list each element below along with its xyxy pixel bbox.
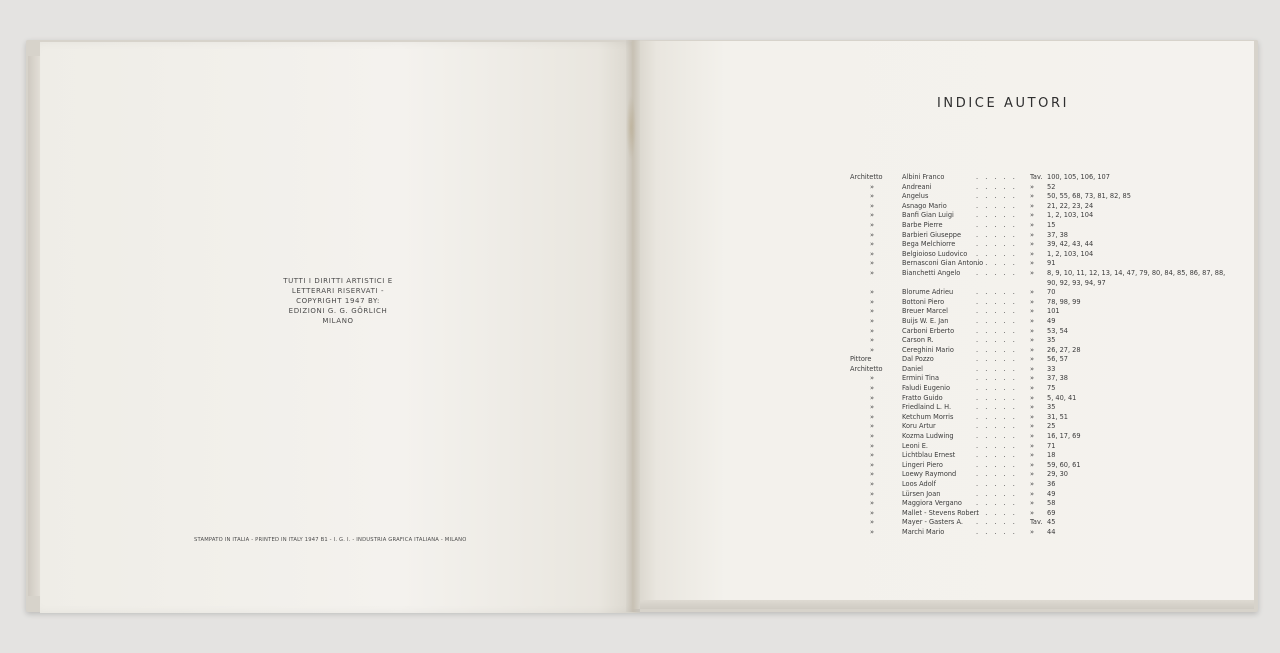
- entry-profession: »: [870, 345, 875, 354]
- entry-author-name: Bianchetti Angelo: [902, 268, 961, 277]
- entry-profession: »: [870, 470, 875, 479]
- index-entry: [850, 355, 1230, 365]
- entry-profession: »: [870, 297, 875, 306]
- entry-profession: »: [870, 230, 875, 239]
- entry-leader-dots: . . . . .: [976, 364, 1018, 373]
- entry-profession: »: [870, 288, 875, 297]
- entry-plate-ref: »: [1030, 470, 1035, 479]
- entry-profession: »: [870, 422, 875, 431]
- entry-plate-numbers: 1, 2, 103, 104: [1047, 249, 1094, 258]
- entry-plate-ref: »: [1030, 508, 1035, 517]
- entry-plate-ref: »: [1030, 527, 1035, 536]
- entry-author-name: Mallet - Stevens Robert: [902, 508, 979, 517]
- entry-author-name: Angelus: [902, 192, 929, 201]
- entry-author-name: Banfi Gian Luigi: [902, 211, 954, 220]
- entry-leader-dots: . . . . .: [976, 297, 1018, 306]
- entry-author-name: Barbe Pierre: [902, 220, 943, 229]
- entry-plate-numbers: 36: [1047, 480, 1056, 488]
- entry-profession: »: [870, 201, 875, 210]
- entry-plate-ref: »: [1030, 316, 1035, 325]
- entry-leader-dots: . . . . .: [976, 393, 1018, 402]
- entry-leader-dots: . . . . .: [976, 220, 1018, 229]
- entry-plate-numbers: 53, 54: [1047, 326, 1068, 335]
- entry-plate-ref: »: [1030, 307, 1035, 316]
- entry-plate-numbers: 101: [1047, 307, 1060, 316]
- entry-author-name: Barbieri Giuseppe: [902, 230, 962, 239]
- entry-plate-ref: »: [1030, 345, 1035, 354]
- entry-author-name: Buijs W. E. Jan: [902, 316, 949, 325]
- entry-plate-numbers: 16, 17, 69: [1047, 432, 1081, 441]
- index-entry: [850, 240, 1230, 250]
- gutter-stain: [626, 95, 636, 160]
- entry-author-name: Marchi Mario: [902, 527, 945, 536]
- entry-author-name: Bernasconi Gian Antonio: [902, 259, 984, 268]
- entry-leader-dots: . . . . .: [976, 288, 1018, 297]
- entry-profession: Architetto: [850, 173, 883, 181]
- entry-author-name: Lürsen Joan: [902, 489, 941, 498]
- left-page: [40, 42, 640, 613]
- entry-plate-ref: »: [1030, 336, 1035, 345]
- entry-plate-ref: »: [1030, 230, 1035, 239]
- entry-author-name: Mayer - Gasters A.: [902, 518, 963, 527]
- index-entry: [850, 490, 1230, 500]
- index-entry: [850, 317, 1230, 327]
- index-entry: [850, 298, 1230, 308]
- index-entry: [850, 374, 1230, 384]
- entry-plate-numbers: 100, 105, 106, 107: [1047, 173, 1110, 181]
- index-entry: [850, 183, 1230, 193]
- entry-profession: »: [870, 182, 875, 191]
- index-entry: [850, 470, 1230, 480]
- entry-leader-dots: . . . . .: [976, 230, 1018, 239]
- entry-author-name: Asnago Mario: [902, 201, 947, 210]
- entry-plate-ref: Tav.: [1030, 173, 1043, 181]
- page-block-edge: [640, 600, 1254, 609]
- entry-author-name: Faludi Eugenio: [902, 384, 950, 393]
- entry-plate-numbers: 1, 2, 103, 104: [1047, 211, 1094, 220]
- entry-leader-dots: . . . . .: [976, 403, 1018, 412]
- entry-profession: »: [870, 326, 875, 335]
- entry-profession: »: [870, 240, 875, 249]
- entry-plate-ref: »: [1030, 249, 1035, 258]
- entry-author-name: Kozma Ludwing: [902, 432, 954, 441]
- entry-profession: »: [870, 336, 875, 345]
- entry-author-name: Lichtblau Ernest: [902, 451, 956, 460]
- entry-leader-dots: . . . . .: [976, 259, 1018, 268]
- index-entry: [850, 413, 1230, 423]
- entry-leader-dots: . . . . .: [976, 460, 1018, 469]
- entry-plate-numbers: 25: [1047, 422, 1056, 431]
- entry-profession: »: [870, 307, 875, 316]
- entry-plate-numbers: 56, 57: [1047, 355, 1068, 364]
- entry-plate-ref: »: [1030, 412, 1035, 421]
- index-entry: [850, 346, 1230, 356]
- index-entry: [850, 327, 1230, 337]
- entry-plate-numbers: 5, 40, 41: [1047, 393, 1077, 402]
- entry-profession: »: [870, 489, 875, 498]
- entry-plate-ref: »: [1030, 192, 1035, 201]
- entry-leader-dots: . . . . .: [976, 441, 1018, 450]
- index-entry: [850, 288, 1230, 298]
- entry-plate-numbers: 31, 51: [1047, 412, 1068, 421]
- entry-plate-ref: »: [1030, 211, 1035, 220]
- entry-plate-numbers: 70: [1047, 288, 1056, 297]
- entry-profession: »: [870, 460, 875, 469]
- entry-author-name: Andreani: [902, 182, 932, 191]
- entry-plate-ref: »: [1030, 220, 1035, 229]
- entry-plate-numbers: 21, 22, 23, 24: [1047, 201, 1094, 210]
- entry-leader-dots: . . . . .: [976, 422, 1018, 431]
- entry-leader-dots: . . . . .: [976, 326, 1018, 335]
- entry-plate-ref: »: [1030, 451, 1035, 460]
- entry-leader-dots: . . . . .: [976, 527, 1018, 536]
- index-entry: [850, 259, 1230, 269]
- entry-profession: »: [870, 432, 875, 441]
- entry-leader-dots: . . . . .: [976, 201, 1018, 210]
- entry-author-name: Blorume Adrieu: [902, 288, 954, 297]
- index-entry: [850, 336, 1230, 346]
- index-entry: [850, 480, 1230, 490]
- entry-plate-ref: »: [1030, 355, 1035, 364]
- index-entry: [850, 403, 1230, 413]
- entry-plate-numbers: 91: [1047, 259, 1056, 268]
- entry-plate-numbers: 75: [1047, 384, 1056, 393]
- index-entry: [850, 365, 1230, 375]
- copyright-line: MILANO: [322, 317, 354, 325]
- entry-plate-numbers: 71: [1047, 441, 1056, 450]
- entry-plate-ref: »: [1030, 480, 1035, 488]
- entry-profession: »: [870, 508, 875, 517]
- entry-leader-dots: . . . . .: [976, 355, 1018, 364]
- entry-author-name: Loewy Raymond: [902, 470, 957, 479]
- index-entry: [850, 509, 1230, 519]
- index-entry: [850, 422, 1230, 432]
- entry-plate-ref: »: [1030, 441, 1035, 450]
- entry-plate-ref: »: [1030, 422, 1035, 431]
- entry-profession: »: [870, 499, 875, 508]
- entry-author-name: Ketchum Morris: [902, 412, 954, 421]
- entry-plate-ref: »: [1030, 364, 1035, 373]
- index-entry: [850, 173, 1230, 183]
- entry-plate-numbers: 29, 30: [1047, 470, 1068, 479]
- entry-leader-dots: . . . . .: [976, 412, 1018, 421]
- index-entry: [850, 528, 1230, 538]
- entry-author-name: Belgioioso Ludovico: [902, 249, 968, 258]
- entry-plate-ref: »: [1030, 297, 1035, 306]
- index-entry: [850, 384, 1230, 394]
- printer-imprint: STAMPATO IN ITALIA - PRINTED IN ITALY 1947 B1 - I. G. I. - INDUSTRIA GRAFICA ITALIANA - MILANO: [194, 537, 467, 543]
- copyright-line: LETTERARI RISERVATI -: [291, 287, 385, 295]
- index-entry: [850, 432, 1230, 442]
- entry-plate-ref: »: [1030, 374, 1035, 383]
- entry-plate-ref: »: [1030, 182, 1035, 191]
- entry-plate-numbers: 52: [1047, 182, 1056, 191]
- entry-profession: Pittore: [850, 355, 872, 364]
- entry-plate-numbers: 26, 27, 28: [1047, 345, 1081, 354]
- index-entry: [850, 250, 1230, 260]
- entry-leader-dots: . . . . .: [976, 249, 1018, 258]
- entry-plate-numbers: 35: [1047, 403, 1056, 412]
- entry-plate-numbers: 37, 38: [1047, 374, 1068, 383]
- entry-leader-dots: . . . . .: [976, 192, 1018, 201]
- entry-leader-dots: . . . . .: [976, 499, 1018, 508]
- entry-profession: »: [870, 384, 875, 393]
- entry-leader-dots: . . . . .: [976, 374, 1018, 383]
- index-entry: [850, 394, 1230, 404]
- entry-plate-ref: »: [1030, 403, 1035, 412]
- entry-author-name: Fratto Guido: [902, 393, 943, 402]
- entry-plate-ref: »: [1030, 489, 1035, 498]
- entry-profession: »: [870, 451, 875, 460]
- entry-leader-dots: . . . . .: [976, 508, 1018, 517]
- entry-profession: »: [870, 220, 875, 229]
- entry-leader-dots: . . . . .: [976, 518, 1018, 527]
- index-entry: [850, 518, 1230, 528]
- entry-author-name: Bega Melchiorre: [902, 240, 956, 249]
- entry-author-name: Koru Artur: [902, 422, 936, 431]
- entry-plate-numbers: 33: [1047, 364, 1056, 373]
- index-entry: [850, 461, 1230, 471]
- entry-plate-numbers: 8, 9, 10, 11, 12, 13, 14, 47, 79, 80, 84, 85, 86, 87, 88, 90, 92, 93, 94, 97: [1047, 268, 1226, 287]
- entry-profession: »: [870, 249, 875, 258]
- entry-leader-dots: . . . . .: [976, 268, 1018, 277]
- entry-plate-numbers: 39, 42, 43, 44: [1047, 240, 1094, 249]
- index-entry: [850, 269, 1230, 288]
- entry-plate-numbers: 58: [1047, 499, 1056, 508]
- entry-plate-numbers: 69: [1047, 508, 1056, 517]
- entry-author-name: Cereghini Mario: [902, 345, 954, 354]
- index-entry: [850, 211, 1230, 221]
- entry-leader-dots: . . . . .: [976, 307, 1018, 316]
- entry-leader-dots: . . . . .: [976, 211, 1018, 220]
- entry-plate-numbers: 49: [1047, 489, 1056, 498]
- entry-leader-dots: . . . . .: [976, 470, 1018, 479]
- entry-profession: »: [870, 374, 875, 383]
- entry-leader-dots: . . . . .: [976, 451, 1018, 460]
- entry-profession: Architetto: [850, 364, 883, 373]
- entry-leader-dots: . . . . .: [976, 432, 1018, 441]
- entry-profession: »: [870, 192, 875, 201]
- entry-leader-dots: . . . . .: [976, 480, 1018, 488]
- entry-author-name: Carson R.: [902, 336, 934, 345]
- entry-profession: »: [870, 259, 875, 268]
- copyright-line: EDIZIONI G. G. GÖRLICH: [288, 307, 388, 315]
- entry-leader-dots: . . . . .: [976, 240, 1018, 249]
- entry-profession: »: [870, 316, 875, 325]
- entry-plate-ref: »: [1030, 499, 1035, 508]
- entry-profession: »: [870, 211, 875, 220]
- entry-plate-ref: »: [1030, 326, 1035, 335]
- entry-profession: »: [870, 393, 875, 402]
- entry-leader-dots: . . . . .: [976, 345, 1018, 354]
- entry-plate-ref: »: [1030, 460, 1035, 469]
- index-entry: [850, 442, 1230, 452]
- copyright-line: TUTTI I DIRITTI ARTISTICI E: [283, 277, 393, 285]
- entry-leader-dots: . . . . .: [976, 336, 1018, 345]
- entry-profession: »: [870, 441, 875, 450]
- entry-author-name: Maggiora Vergano: [902, 499, 962, 508]
- entry-profession: »: [870, 518, 875, 527]
- entry-plate-ref: Tav.: [1030, 518, 1043, 527]
- entry-author-name: Daniel: [902, 364, 924, 373]
- entry-plate-ref: »: [1030, 384, 1035, 393]
- entry-profession: »: [870, 268, 875, 277]
- index-entry: [850, 499, 1230, 509]
- entry-author-name: Lingeri Piero: [902, 460, 943, 469]
- entry-plate-ref: »: [1030, 268, 1035, 277]
- copyright-notice: [268, 276, 408, 326]
- entry-author-name: Carboni Erberto: [902, 326, 955, 335]
- entry-plate-ref: »: [1030, 259, 1035, 268]
- entry-plate-ref: »: [1030, 201, 1035, 210]
- entry-plate-numbers: 15: [1047, 220, 1056, 229]
- entry-plate-ref: »: [1030, 240, 1035, 249]
- entry-leader-dots: . . . . .: [976, 173, 1018, 181]
- entry-author-name: Bottoni Piero: [902, 297, 945, 306]
- entry-plate-numbers: 37, 38: [1047, 230, 1068, 239]
- entry-author-name: Leoni E.: [902, 441, 929, 450]
- entry-leader-dots: . . . . .: [976, 316, 1018, 325]
- entry-leader-dots: . . . . .: [976, 489, 1018, 498]
- entry-plate-ref: »: [1030, 288, 1035, 297]
- entry-plate-ref: »: [1030, 432, 1035, 441]
- entry-profession: »: [870, 480, 875, 488]
- entry-plate-numbers: 59, 60, 61: [1047, 460, 1081, 469]
- index-entry: [850, 451, 1230, 461]
- entry-leader-dots: . . . . .: [976, 384, 1018, 393]
- index-entry: [850, 307, 1230, 317]
- index-entry: [850, 231, 1230, 241]
- entry-author-name: Albini Franco: [902, 173, 945, 181]
- entry-plate-numbers: 78, 98, 99: [1047, 297, 1081, 306]
- entry-profession: »: [870, 412, 875, 421]
- entry-profession: »: [870, 527, 875, 536]
- index-title: INDICE AUTORI: [937, 96, 1070, 111]
- author-index-list: [850, 173, 1230, 538]
- copyright-line: COPYRIGHT 1947 BY:: [296, 297, 380, 305]
- entry-plate-numbers: 50, 55, 68, 73, 81, 82, 85: [1047, 192, 1131, 201]
- index-entry: [850, 192, 1230, 202]
- entry-plate-numbers: 18: [1047, 451, 1056, 460]
- entry-profession: »: [870, 403, 875, 412]
- entry-leader-dots: . . . . .: [976, 182, 1018, 191]
- entry-plate-numbers: 35: [1047, 336, 1056, 345]
- entry-author-name: Ermini Tina: [902, 374, 939, 383]
- entry-author-name: Dal Pozzo: [902, 355, 934, 364]
- index-entry: [850, 202, 1230, 212]
- entry-plate-numbers: 49: [1047, 316, 1056, 325]
- entry-author-name: Loos Adolf: [902, 480, 936, 488]
- index-entry: [850, 221, 1230, 231]
- entry-plate-numbers: 44: [1047, 527, 1056, 536]
- entry-plate-ref: »: [1030, 393, 1035, 402]
- entry-plate-numbers: 45: [1047, 518, 1056, 527]
- entry-author-name: Breuer Marcel: [902, 307, 948, 316]
- entry-author-name: Friedlaind L. H.: [902, 403, 952, 412]
